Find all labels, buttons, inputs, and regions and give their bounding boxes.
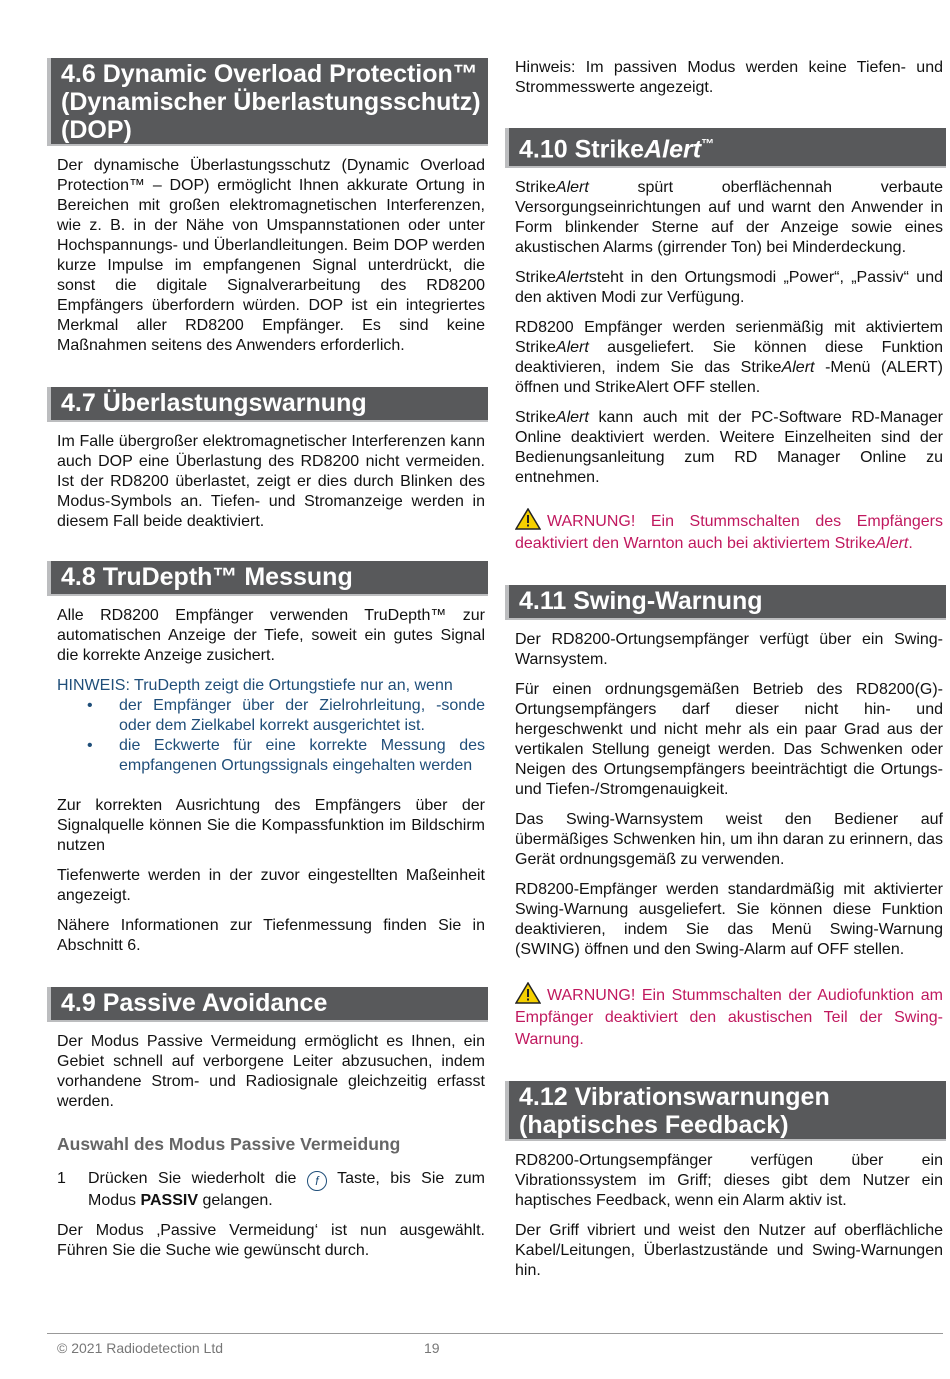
step-text-c: gelangen. <box>202 1192 273 1209</box>
passive-paragraph: Der Modus Passive Vermeidung ermöglicht es Ihnen, ein Gebiet schnell auf verborgene Leiter abzusuchen, indem vorhandene Strom- und Radiosignale gleichzeitig erfasst werden. <box>57 1033 485 1110</box>
swing-warning <box>505 982 946 1051</box>
heading-italic: Alert <box>644 135 702 164</box>
footer-divider <box>47 1333 943 1334</box>
text-run: Strike <box>515 179 556 197</box>
section-heading-4-6: 4.6 Dynamic Overload Protection™ (Dynamischer Überlastungsschutz) (DOP) <box>47 58 488 146</box>
text-run-italic: Alert <box>781 359 815 377</box>
strikealert-paragraph-4 <box>505 408 946 488</box>
text-run: Strike <box>515 269 556 287</box>
trudepth-paragraph: Alle RD8200 Empfänger verwenden TruDepth™ zur automatischen Anzeige der Tiefe, soweit ein gutes Signal die korrekte Anzeige zusichert. <box>57 607 485 664</box>
text-run-italic: Alert <box>555 339 589 357</box>
depth-reference-paragraph: Nähere Informationen zur Tiefenmessung finden Sie in Abschnitt 6. <box>57 917 485 954</box>
text-run: ausgeliefert. Sie können diese Funktion deaktivieren, indem Sie das Strike <box>515 339 943 377</box>
bullet-icon: • <box>87 737 93 754</box>
strikealert-paragraph-3 <box>505 318 946 398</box>
text-run: . <box>908 535 913 553</box>
bullet-text: der Empfänger über der Zielrohrleitung, -sonde oder dem Zielkabel korrekt ausgerichtet ist. <box>119 697 485 734</box>
overload-paragraph: Im Falle übergroßer elektromagnetischer Interferenzen kann auch DOP eine Überlastung des RD8200 nicht vermeiden. Ist der RD8200 überlastet, zeigt er dies durch Blinken des Modus-Symbols an. Tiefen- und Stromanzeige werden in diesem Fall beide deaktiviert. <box>57 433 485 530</box>
text-run: RD8200 Empfänger werden serienmäßig mit aktiviertem Strike <box>515 319 943 357</box>
text-run-italic: Alert <box>555 179 589 197</box>
section-heading-4-10 <box>505 128 946 168</box>
swing-paragraph-4: RD8200-Empfänger werden standardmäßig mit aktivierter Swing-Warnung ausgeliefert. Sie können diese Funktion deaktivieren, indem Sie das Menü Swing-Warnung (SWING) öffnen und den Swing-Alarm auf OFF stellen. <box>515 881 943 959</box>
depth-units-paragraph: Tiefenwerte werden in der zuvor eingestellten Maßeinheit angezeigt. <box>57 867 485 904</box>
passive-selected-paragraph: Der Modus ‚Passive Vermeidung‘ ist nun ausgewählt. Führen Sie die Suche wie gewünscht durch. <box>57 1222 485 1259</box>
text-run: kann auch mit der PC-Software RD-Manager Online deaktiviert werden. Weitere Einzelheiten sind der Bedienungsanleitung zum RD Manager Online zu entnehmen. <box>515 409 943 487</box>
text-run: -Menü (ALERT) öffnen und StrikeAlert OFF stellen. <box>515 359 943 397</box>
step-text-a: Drücken Sie wiederholt die <box>88 1170 297 1187</box>
text-run: spürt oberflächennah verbaute Versorgungseinrichtungen auf und warnt den Anwender in Form blinkender Sterne auf der Anzeige sowie eines akustischen Alarms (girrender Ton) bei Minderdeckung. <box>515 179 943 257</box>
left-column <box>47 58 488 1261</box>
dop-paragraph: Der dynamische Überlastungsschutz (Dynamic Overload Protection™ – DOP) ermöglicht Ihnen akkurate Ortung in Bereichen mit großen elektromagnetischen Interferenzen, wie z. B. in der Nähe von Umspannstationen oder unter Hochspannungs- und Überlandleitungen. Beim DOP werden kurze Impulse im empfangenen Signal unterdrückt, die sonst die digitale Signalverarbeitung des RD8200 Empfängers überfordern würden. DOP ist ein integriertes Merkmal aller RD8200 Empfänger. Es sind keine Maßnahmen seitens des Anwenders erforderlich. <box>57 157 485 354</box>
trademark-mark: ™ <box>701 136 715 151</box>
list-item <box>47 736 488 776</box>
trudepth-note: HINWEIS: TruDepth zeigt die Ortungstiefe nur an, wenn <box>57 677 453 694</box>
text-run-italic: Alert <box>555 269 589 287</box>
text-run: Strike <box>515 409 556 427</box>
text-run: steht in den Ortungsmodi „Power“, „Passiv“ und den aktiven Modi zur Verfügung. <box>515 269 943 307</box>
step-number: 1 <box>57 1170 66 1187</box>
step-item <box>47 1169 488 1211</box>
section-heading-4-11: 4.11 Swing-Warnung <box>505 585 946 620</box>
passive-subheading: Auswahl des Modus Passive Vermeidung <box>57 1134 401 1154</box>
text-run: WARNUNG! Ein Stummschalten der Audiofunktion am Empfänger deaktiviert den akustischen Teil der Swing-Warnung. <box>515 987 943 1049</box>
bullet-text: die Eckwerte für eine korrekte Messung des empfangenen Ortungssignals eingehalten werden <box>119 737 485 774</box>
step-mode-name: PASSIV <box>140 1192 198 1209</box>
footer-copyright: © 2021 Radiodetection Ltd <box>57 1340 223 1356</box>
function-key-icon: f <box>307 1171 327 1191</box>
compass-paragraph: Zur korrekten Ausrichtung des Empfängers über der Signalquelle können Sie die Kompassfunktion im Bildschirm nutzen <box>57 797 485 854</box>
section-heading-4-8: 4.8 TruDepth™ Messung <box>47 561 488 596</box>
swing-paragraph-3: Das Swing-Warnsystem weist den Bediener auf übermäßiges Schwenken hin, um ihn daran zu erinnern, das Gerät ordnungsgemäß zu verwenden. <box>515 811 943 869</box>
heading-text: 4.10 Strike <box>519 135 645 164</box>
strikealert-warning <box>505 508 946 555</box>
page-number: 19 <box>424 1340 440 1356</box>
section-heading-4-7: 4.7 Überlastungswarnung <box>47 387 488 422</box>
text-run-italic: Alert <box>555 409 589 427</box>
passive-hint-paragraph: Hinweis: Im passiven Modus werden keine Tiefen- und Strommesswerte angezeigt. <box>515 59 943 96</box>
text-run: WARNUNG! Ein Stummschalten des Empfängers deaktiviert den Warnton auch bei aktiviertem Strike <box>515 513 943 553</box>
bullet-icon: • <box>87 697 93 714</box>
right-column <box>505 58 946 1281</box>
vibration-paragraph-2: Der Griff vibriert und weist den Nutzer auf oberflächliche Kabel/Leitungen, Überlastzustände und Swing-Warnungen hin. <box>515 1222 943 1280</box>
list-item <box>47 696 488 736</box>
warning-icon <box>515 508 541 530</box>
text-run-italic: Alert <box>875 535 909 553</box>
strikealert-paragraph-1 <box>505 178 946 258</box>
strikealert-paragraph-2 <box>505 268 946 308</box>
section-heading-4-12: 4.12 Vibrationswarnungen (haptisches Feedback) <box>505 1081 946 1141</box>
section-heading-4-9: 4.9 Passive Avoidance <box>47 987 488 1022</box>
swing-paragraph-1: Der RD8200-Ortungsempfänger verfügt über ein Swing-Warnsystem. <box>515 631 943 669</box>
warning-icon <box>515 982 541 1004</box>
vibration-paragraph-1: RD8200-Ortungsempfänger verfügen über ein Vibrationssystem im Griff; dieses gibt dem Nutzer ein haptisches Feedback, wenn ein Alarm aktiv ist. <box>515 1152 943 1210</box>
swing-paragraph-2: Für einen ordnungsgemäßen Betrieb des RD8200(G)-Ortungsempfängers darf dieser nicht hin- und hergeschwenkt und nicht mehr als ein paar Grad aus der vertikalen Stellung geneigt werden. Das Schwenken oder Neigen des Ortungsempfängers beeinträchtigt die Ortungs- und Tiefen-/Stromgenauigkeit. <box>515 681 943 799</box>
step-text-b: Taste, bis Sie zum Modus <box>88 1170 486 1209</box>
